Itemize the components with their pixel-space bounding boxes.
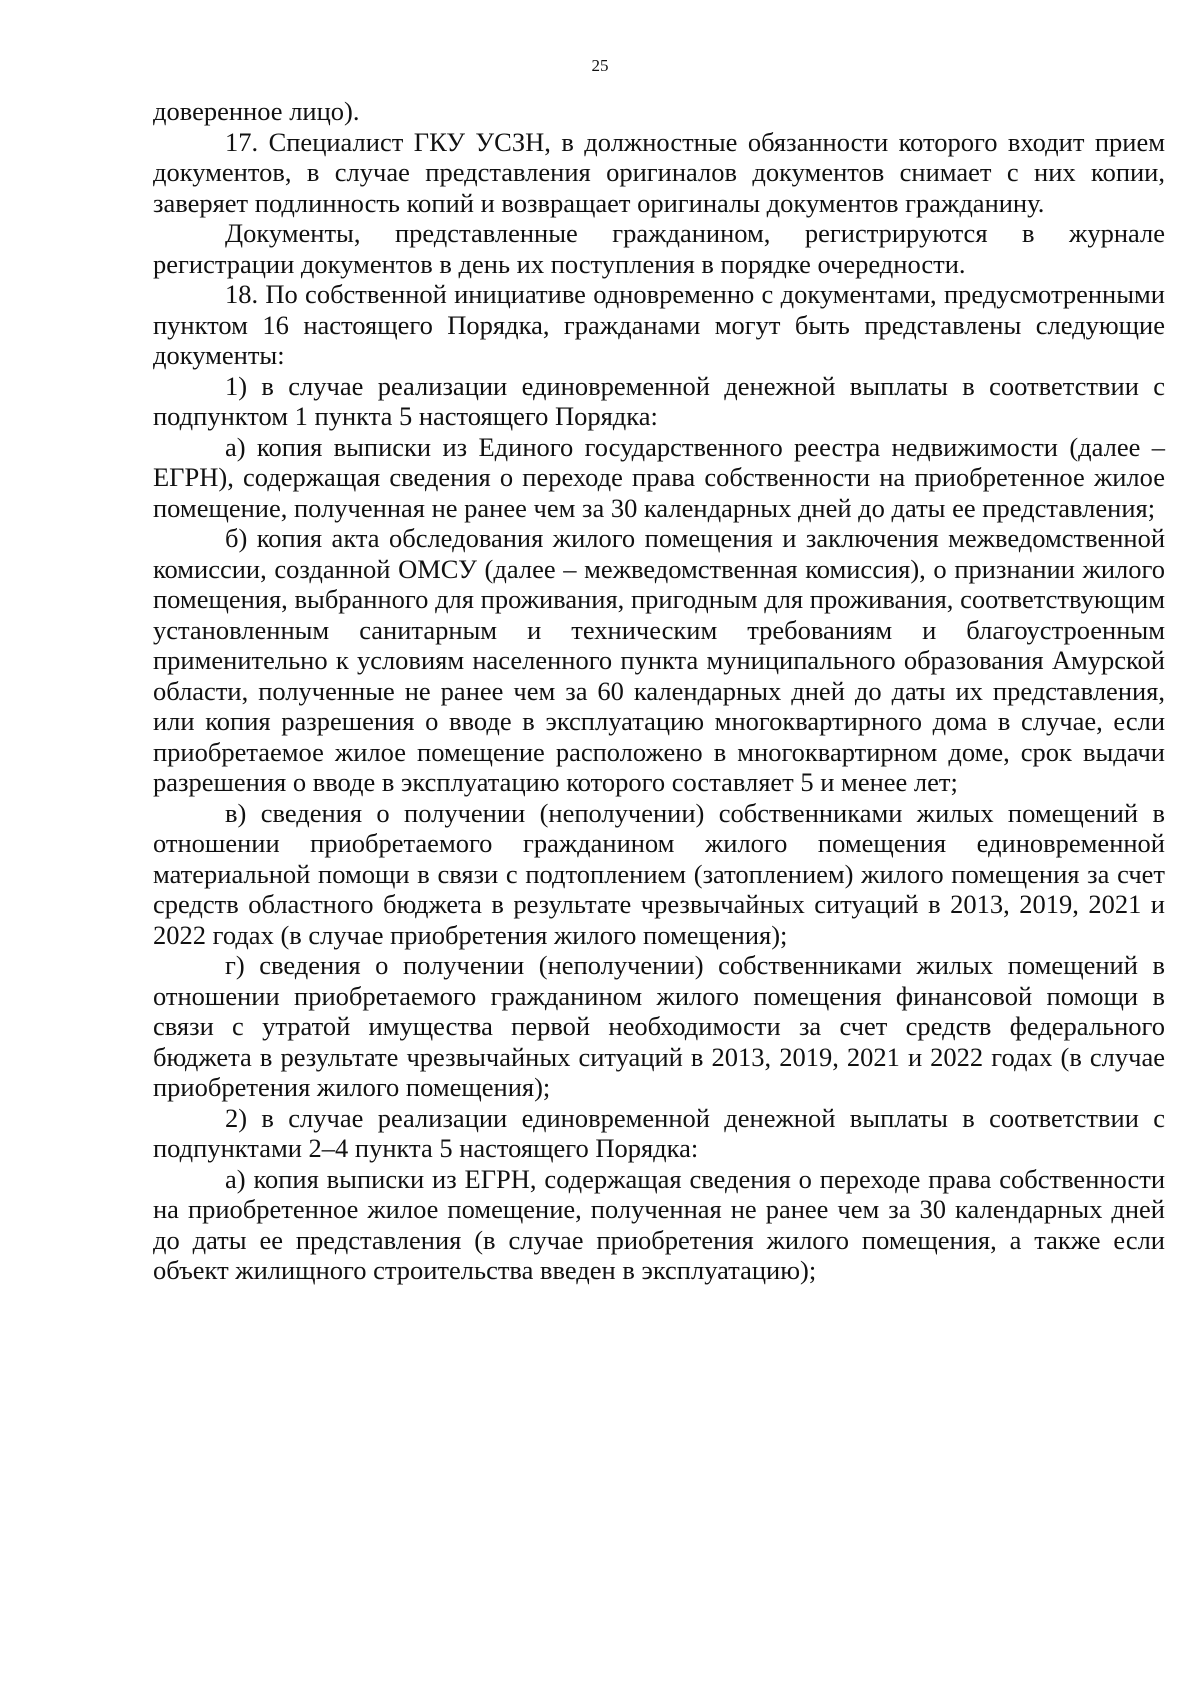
page-number: 25 [591, 56, 609, 75]
paragraph: в) сведения о получении (неполучении) собственниками жилых помещений в отношении приобретаемого гражданином жилого помещения единовременной материальной помощи в связи с подтоплением (затоплением) жилого помещения за счет средств областного бюджета в результате чрезвычайных ситуаций в 2013, 2019, 2021 и 2022 годах (в случае приобретения жилого помещения); [153, 797, 1165, 950]
paragraph: б) копия акта обследования жилого помещения и заключения межведомственной комиссии, созданной ОМСУ (далее – межведомственная комиссия), о признании жилого помещения, выбранного для проживания, пригодным для проживания, соответствующим установленным санитарным и техническим требованиям и благоустроенным применительно к условиям населенного пункта муниципального образования Амурской области, полученные не ранее чем за 60 календарных дней до даты их представления, или копия разрешения о вводе в эксплуатацию многоквартирного дома в случае, если приобретаемое жилое помещение расположено в многоквартирном доме, срок выдачи разрешения о вводе в эксплуатацию которого составляет 5 и менее лет; [153, 523, 1165, 797]
document-body [153, 96, 1165, 1286]
paragraph: а) копия выписки из Единого государственного реестра недвижимости (далее – ЕГРН), содержащая сведения о переходе права собственности на приобретенное жилое помещение, полученная не ранее чем за 30 календарных дней до даты ее представления; [153, 431, 1165, 523]
paragraph: а) копия выписки из ЕГРН, содержащая сведения о переходе права собственности на приобретенное жилое помещение, полученная не ранее чем за 30 календарных дней до даты ее представления (в случае приобретения жилого помещения, а также если объект жилищного строительства введен в эксплуатацию); [153, 1163, 1165, 1285]
paragraph: Документы, представленные гражданином, регистрируются в журнале регистрации документов в день их поступления в порядке очередности. [153, 218, 1165, 279]
paragraph: 17. Специалист ГКУ УСЗН, в должностные обязанности которого входит прием документов, в случае представления оригиналов документов снимает с них копии, заверяет подлинность копий и возвращает оригиналы документов гражданину. [153, 126, 1165, 218]
paragraph: доверенное лицо). [153, 96, 360, 126]
paragraph: 18. По собственной инициативе одновременно с документами, предусмотренными пунктом 16 настоящего Порядка, гражданами могут быть представлены следующие документы: [153, 279, 1165, 370]
paragraph: г) сведения о получении (неполучении) собственниками жилых помещений в отношении приобретаемого гражданином жилого помещения финансовой помощи в связи с утратой имущества первой необходимости за счет средств федерального бюджета в результате чрезвычайных ситуаций в 2013, 2019, 2021 и 2022 годах (в случае приобретения жилого помещения); [153, 950, 1165, 1102]
paragraph: 1) в случае реализации единовременной денежной выплаты в соответствии с подпунктом 1 пункта 5 настоящего Порядка: [153, 370, 1165, 431]
paragraph: 2) в случае реализации единовременной денежной выплаты в соответствии с подпунктами 2–4 пункта 5 настоящего Порядка: [153, 1102, 1165, 1163]
